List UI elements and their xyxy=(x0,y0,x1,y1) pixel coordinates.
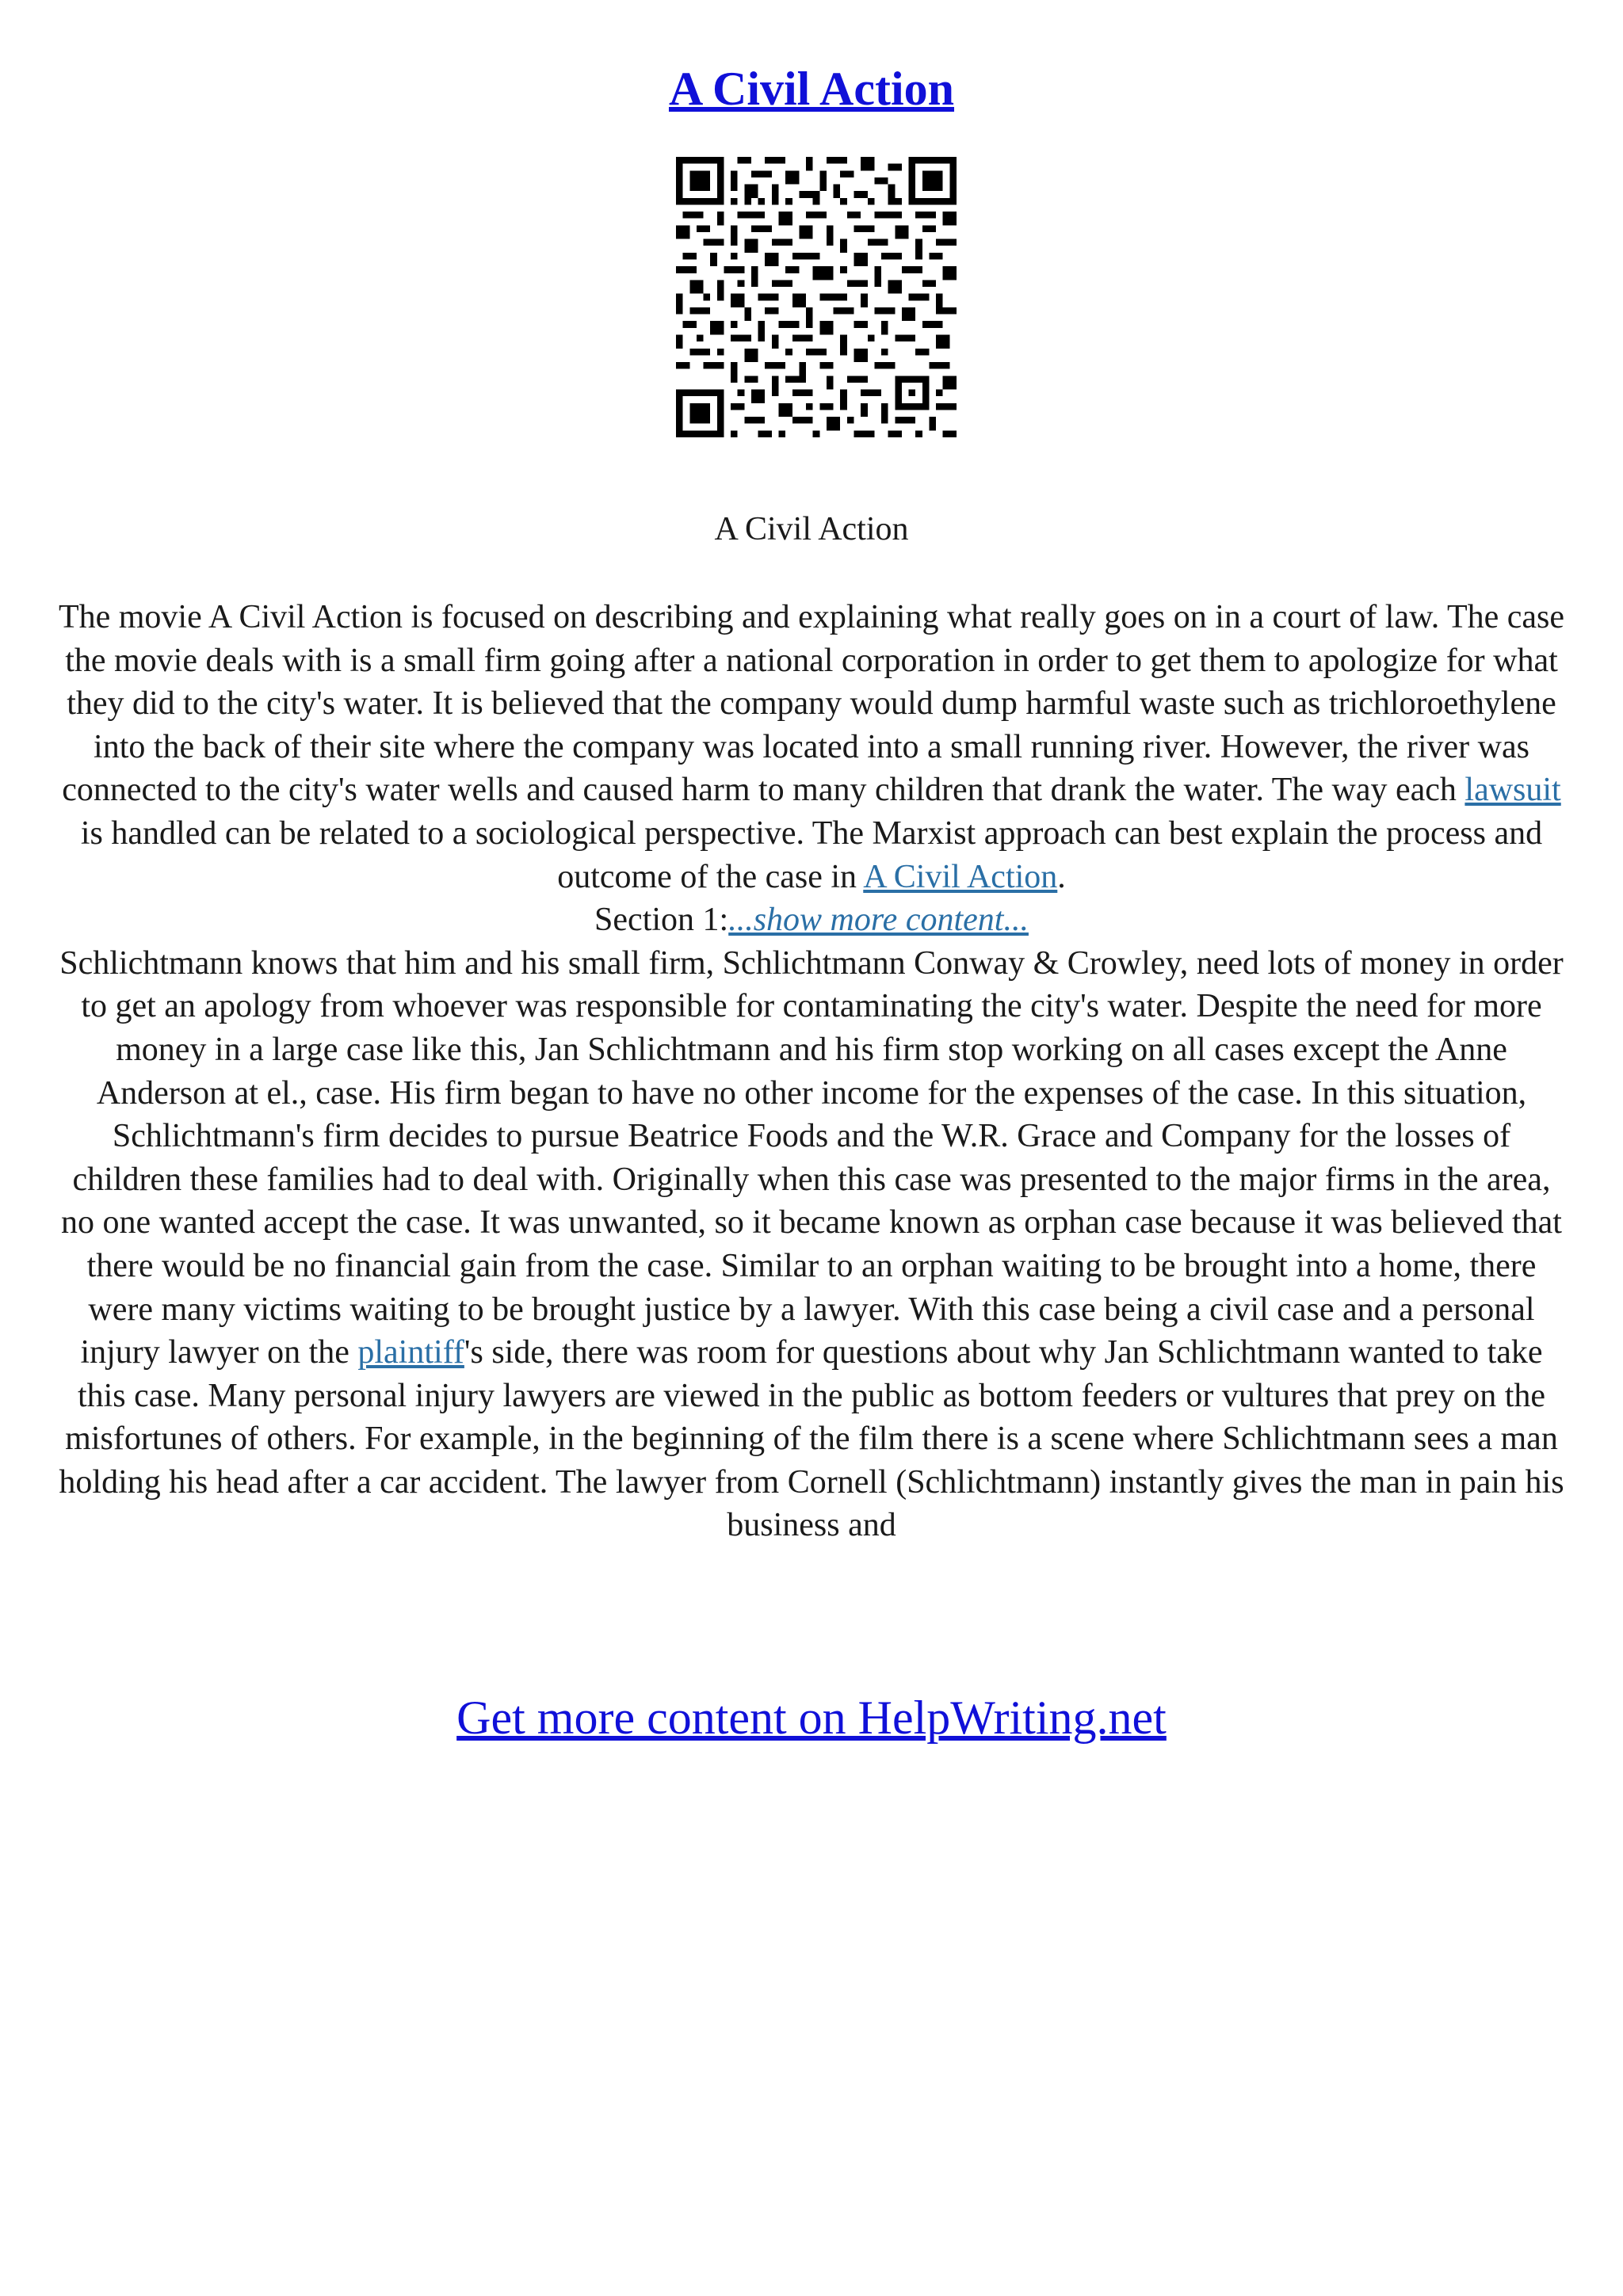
intro-text-3: . xyxy=(1057,858,1066,895)
intro-text-1: The movie A Civil Action is focused on describing and explaining what really goes on in a court of law. The case the movie deals with is a small firm going after a national corporation in order to get them to apologize for what they did to the city's water. It is believed that the company would dump harmful waste such as trichloroethylene into the back of their site where the company was located into a small running river. However, the river was connected to the city's water wells and caused harm to many children that drank the water. The way each xyxy=(58,599,1565,809)
section-label: Section 1: xyxy=(594,902,729,939)
intro-paragraph xyxy=(55,596,1568,898)
title-link[interactable]: A Civil Action xyxy=(668,63,955,115)
get-more-content-link[interactable]: Get more content on HelpWriting.net xyxy=(456,1691,1167,1744)
body-paragraph xyxy=(55,942,1568,1547)
footer xyxy=(0,1686,1623,1749)
plaintiff-link[interactable]: plaintiff xyxy=(357,1334,464,1371)
show-more-link[interactable]: ...show more content... xyxy=(728,902,1029,939)
document-subtitle: A Civil Action xyxy=(714,511,909,547)
lawsuit-link[interactable]: lawsuit xyxy=(1465,772,1561,809)
civil-action-link[interactable]: A Civil Action xyxy=(863,858,1058,895)
document-title xyxy=(0,57,1623,120)
document-body xyxy=(55,596,1568,1547)
qr-code-icon xyxy=(676,157,957,437)
section-heading xyxy=(55,898,1568,942)
intro-text-2: is handled can be related to a sociological perspective. The Marxist approach can best explain the process and outcome of the case in xyxy=(80,814,1543,895)
body-text-2: 's side, there was room for questions about why Jan Schlichtmann wanted to take this case. Many personal injury lawyers are viewed in the public as bottom feeders or vultures that prey on the misfortunes of others. For example, in the beginning of the film there is a scene where Schlichtmann sees a man holding his head after a car accident. The lawyer from Cornell (Schlichtmann) instantly gives the man in pain his business and xyxy=(59,1334,1564,1544)
body-text-1: Schlichtmann knows that him and his small firm, Schlichtmann Conway & Crowley, need lots of money in order to get an apology from whoever was responsible for contaminating the city's water. Despite the need for more money in a large case like this, Jan Schlichtmann and his firm stop working on all cases except the Anne Anderson at el., case. His firm began to have no other income for the expenses of the case. In this situation, Schlichtmann's firm decides to pursue Beatrice Foods and the W.R. Grace and Company for the losses of children these families had to deal with. Originally when this case was presented to the major firms in the area, no one wanted accept the case. It was unwanted, so it became known as orphan case because it was believed that there would be no financial gain from the case. Similar to an orphan waiting to be brought into a home, there were many victims waiting to be brought justice by a lawyer. With this case being a civil case and a personal injury lawyer on the xyxy=(59,944,1564,1371)
